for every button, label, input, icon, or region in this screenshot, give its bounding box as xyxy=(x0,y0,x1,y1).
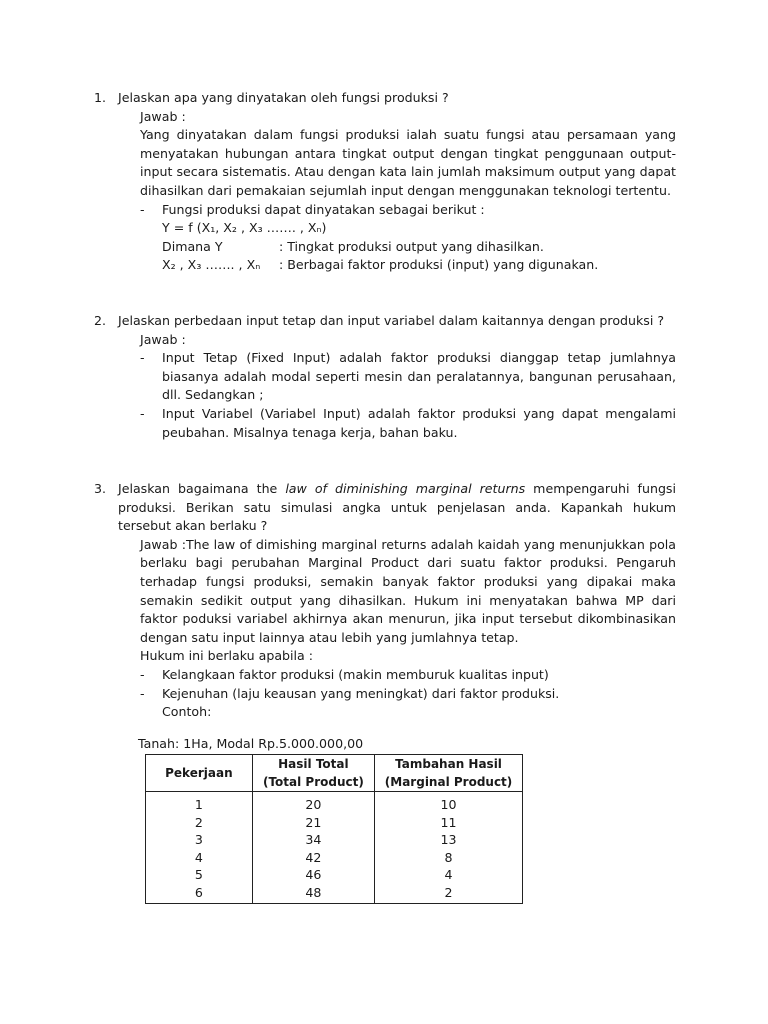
bullet-item xyxy=(140,201,676,220)
contoh-label: Contoh: xyxy=(162,704,212,720)
cell-total: 42 xyxy=(252,849,374,867)
jawab-label: Jawab : xyxy=(140,108,186,124)
cell-pekerjaan: 2 xyxy=(146,814,253,832)
cell-pekerjaan: 5 xyxy=(146,866,253,884)
equation-vars: X₁, X₂ , X₃ ……. , Xₙ xyxy=(201,220,322,236)
question-text-post: mempengaruhi fungsi produksi. Berikan satu simulasi angka untuk penjelasan anda. Kapankah hukum tersebut akan berlaku ? xyxy=(118,481,676,534)
cell-marginal: 2 xyxy=(375,884,523,904)
bullet-dash: - xyxy=(140,405,145,421)
bullet-dash: - xyxy=(140,685,145,701)
cell-total: 48 xyxy=(252,884,374,904)
definition-label: Dimana Y xyxy=(162,238,223,254)
definition-label: X₂ , X₃ ……. , Xₙ xyxy=(162,257,261,273)
table-title: Tanah: 1Ha, Modal Rp.5.000.000,00 xyxy=(138,736,364,751)
question-3 xyxy=(94,480,676,722)
question-1 xyxy=(94,89,676,275)
question-number: 2. xyxy=(94,313,107,328)
table-header-row xyxy=(146,755,523,792)
equation-prefix: Y = f ( xyxy=(162,220,202,236)
equation-suffix: ) xyxy=(321,220,327,236)
header-pekerjaan: Pekerjaan xyxy=(146,755,253,792)
question-text xyxy=(118,480,676,536)
cell-marginal: 13 xyxy=(375,831,523,849)
cell-pekerjaan: 1 xyxy=(146,792,253,814)
jawab-label: Jawab : xyxy=(140,331,186,347)
bullet-item xyxy=(140,685,676,704)
bullet-dash: - xyxy=(140,350,145,366)
cell-pekerjaan: 3 xyxy=(146,831,253,849)
bullet-text: Fungsi produksi dapat dinyatakan sebagai berikut : xyxy=(162,201,485,217)
answer-paragraph: Jawab :The law of dimishing marginal returns adalah kaidah yang menunjukkan pola berlaku bagi perubahan Marginal Product dari suatu faktor produksi. Pengaruh terhadap fungsi produksi, semakin banyak faktor produksi yang dipakai maka semakin sedikit output yang dihasilkan. Hukum ini menyatakan bahwa MP dari faktor poduksi variabel akhirnya akan menurun, jika input tersebut dikombinasikan dengan satu input lainnya atau lebih yang jumlahnya tetap. xyxy=(140,536,676,645)
cell-total: 46 xyxy=(252,866,374,884)
cell-marginal: 11 xyxy=(375,814,523,832)
bullet-text: Input Tetap (Fixed Input) adalah faktor produksi dianggap tetap jumlahnya biasanya adalah modal seperti mesin dan peralatannya, bangunan perusahaan, dll. Sedangkan ; xyxy=(162,350,676,403)
bullet-dash: - xyxy=(140,666,145,682)
definition-desc: : Tingkat produksi output yang dihasilkan. xyxy=(279,238,544,254)
cell-pekerjaan: 4 xyxy=(146,849,253,867)
cell-total: 34 xyxy=(252,831,374,849)
cell-marginal: 10 xyxy=(375,792,523,814)
production-function-equation xyxy=(162,219,676,238)
question-text-pre: Jelaskan bagaimana the xyxy=(118,481,286,496)
bullet-text: Kejenuhan (laju keausan yang meningkat) dari faktor produksi. xyxy=(162,685,560,701)
cell-pekerjaan: 6 xyxy=(146,884,253,904)
definition-row-x xyxy=(162,256,676,275)
definition-desc: : Berbagai faktor produksi (input) yang digunakan. xyxy=(279,257,599,273)
question-number: 3. xyxy=(94,481,107,496)
hukum-label: Hukum ini berlaku apabila : xyxy=(140,648,314,664)
answer-paragraph: Yang dinyatakan dalam fungsi produksi ialah suatu fungsi atau persamaan yang menyatakan hubungan antara tingkat output dengan tingkat penggunaan output-input secara sistematis. Atau dengan kata lain jumlah maksimum output yang dapat dihasilkan dari pemakaian sejumlah input dengan menggunakan teknologi tertentu. xyxy=(140,127,676,198)
definition-row-y xyxy=(162,238,676,257)
question-text: Jelaskan perbedaan input tetap dan input variabel dalam kaitannya dengan produksi ? xyxy=(118,313,665,328)
table-row xyxy=(146,866,523,884)
header-total-product: Hasil Total (Total Product) xyxy=(252,755,374,792)
production-table xyxy=(145,754,523,904)
table-row xyxy=(146,814,523,832)
bullet-dash: - xyxy=(140,201,145,217)
bullet-item xyxy=(140,666,676,685)
cell-marginal: 8 xyxy=(375,849,523,867)
table-row xyxy=(146,884,523,904)
cell-total: 20 xyxy=(252,792,374,814)
question-2 xyxy=(94,312,676,442)
question-text: Jelaskan apa yang dinyatakan oleh fungsi produksi ? xyxy=(118,90,449,105)
bullet-item xyxy=(140,349,676,405)
bullet-item xyxy=(140,405,676,442)
question-text-emphasis: law of diminishing marginal returns xyxy=(285,481,526,496)
table-row xyxy=(146,849,523,867)
question-number: 1. xyxy=(94,90,107,105)
cell-total: 21 xyxy=(252,814,374,832)
bullet-text: Input Variabel (Variabel Input) adalah faktor produksi yang dapat mengalami peubahan. Misalnya tenaga kerja, bahan baku. xyxy=(162,405,676,440)
cell-marginal: 4 xyxy=(375,866,523,884)
table-row xyxy=(146,792,523,814)
table-row xyxy=(146,831,523,849)
header-marginal-product: Tambahan Hasil (Marginal Product) xyxy=(375,755,523,792)
bullet-text: Kelangkaan faktor produksi (makin memburuk kualitas input) xyxy=(162,666,549,682)
